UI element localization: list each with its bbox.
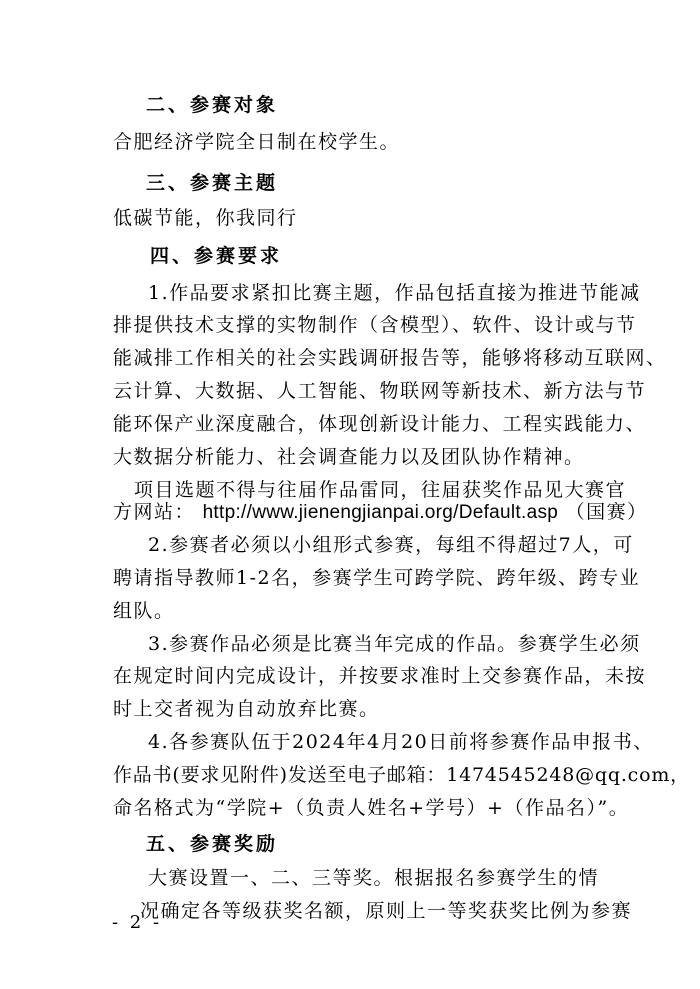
section-heading-participants: 二、参赛对象	[146, 94, 279, 116]
section-body-participants: 合肥经济学院全日制在校学生。	[113, 131, 401, 153]
paragraph-line-website	[113, 497, 648, 524]
paragraph-line: 1.作品要求紧扣比赛主题，作品包括直接为推进节能减	[148, 282, 641, 304]
paragraph-line: 能环保产业深度融合，体现创新设计能力、工程实践能力、	[113, 413, 647, 435]
paragraph-line: 2.参赛者必须以小组形式参赛，每组不得超过7人，可	[148, 534, 634, 556]
website-suffix: （国赛）	[565, 501, 648, 523]
paragraph-line: 项目选题不得与往届作品雷同，往届获奖作品见大赛官	[134, 479, 627, 501]
paragraph-line: 云计算、大数据、人工智能、物联网等新技术、新方法与节	[113, 380, 647, 402]
paragraph-line: 时上交者视为自动放弃比赛。	[113, 698, 380, 720]
section-heading-requirements: 四、参赛要求	[150, 245, 283, 267]
section-body-theme: 低碳节能，你我同行	[113, 207, 298, 229]
section-heading-theme: 三、参赛主题	[146, 172, 279, 194]
paragraph-line: 聘请指导教师1-2名，参赛学生可跨学院、跨年级、跨专业	[113, 567, 641, 589]
paragraph-line: 3.参赛作品必须是比赛当年完成的作品。参赛学生必须	[148, 633, 641, 655]
paragraph-line: 在规定时间内完成设计，并按要求准时上交参赛作品，未按	[113, 665, 647, 687]
paragraph-line: 4.各参赛队伍于2024年4月20日前将参赛作品申报书、	[148, 731, 654, 753]
page-number: - 2 -	[112, 912, 163, 933]
paragraph-line: 大数据分析能力、社会调查能力以及团队协作精神。	[113, 446, 585, 468]
paragraph-line: 大赛设置一、二、三等奖。根据报名参赛学生的情	[148, 867, 600, 889]
paragraph-line: 命名格式为“学院+（负责人姓名+学号）+（作品名）”。	[113, 797, 630, 819]
paragraph-line: 况确定各等级获奖名额，原则上一等奖获奖比例为参赛	[140, 900, 633, 922]
section-heading-awards: 五、参赛奖励	[146, 833, 279, 855]
paragraph-line: 组队。	[113, 600, 175, 622]
website-url: http://www.jienengjianpai.org/Default.asp	[202, 502, 559, 523]
paragraph-line-email: 作品书(要求见附件)发送至电子邮箱：1474545248@qq.com，	[113, 764, 690, 786]
paragraph-line: 排提供技术支撑的实物制作（含模型）、软件、设计或与节	[113, 314, 637, 336]
paragraph-line: 能减排工作相关的社会实践调研报告等，能够将移动互联网、	[113, 347, 667, 369]
website-label: 方网站：	[113, 501, 196, 523]
